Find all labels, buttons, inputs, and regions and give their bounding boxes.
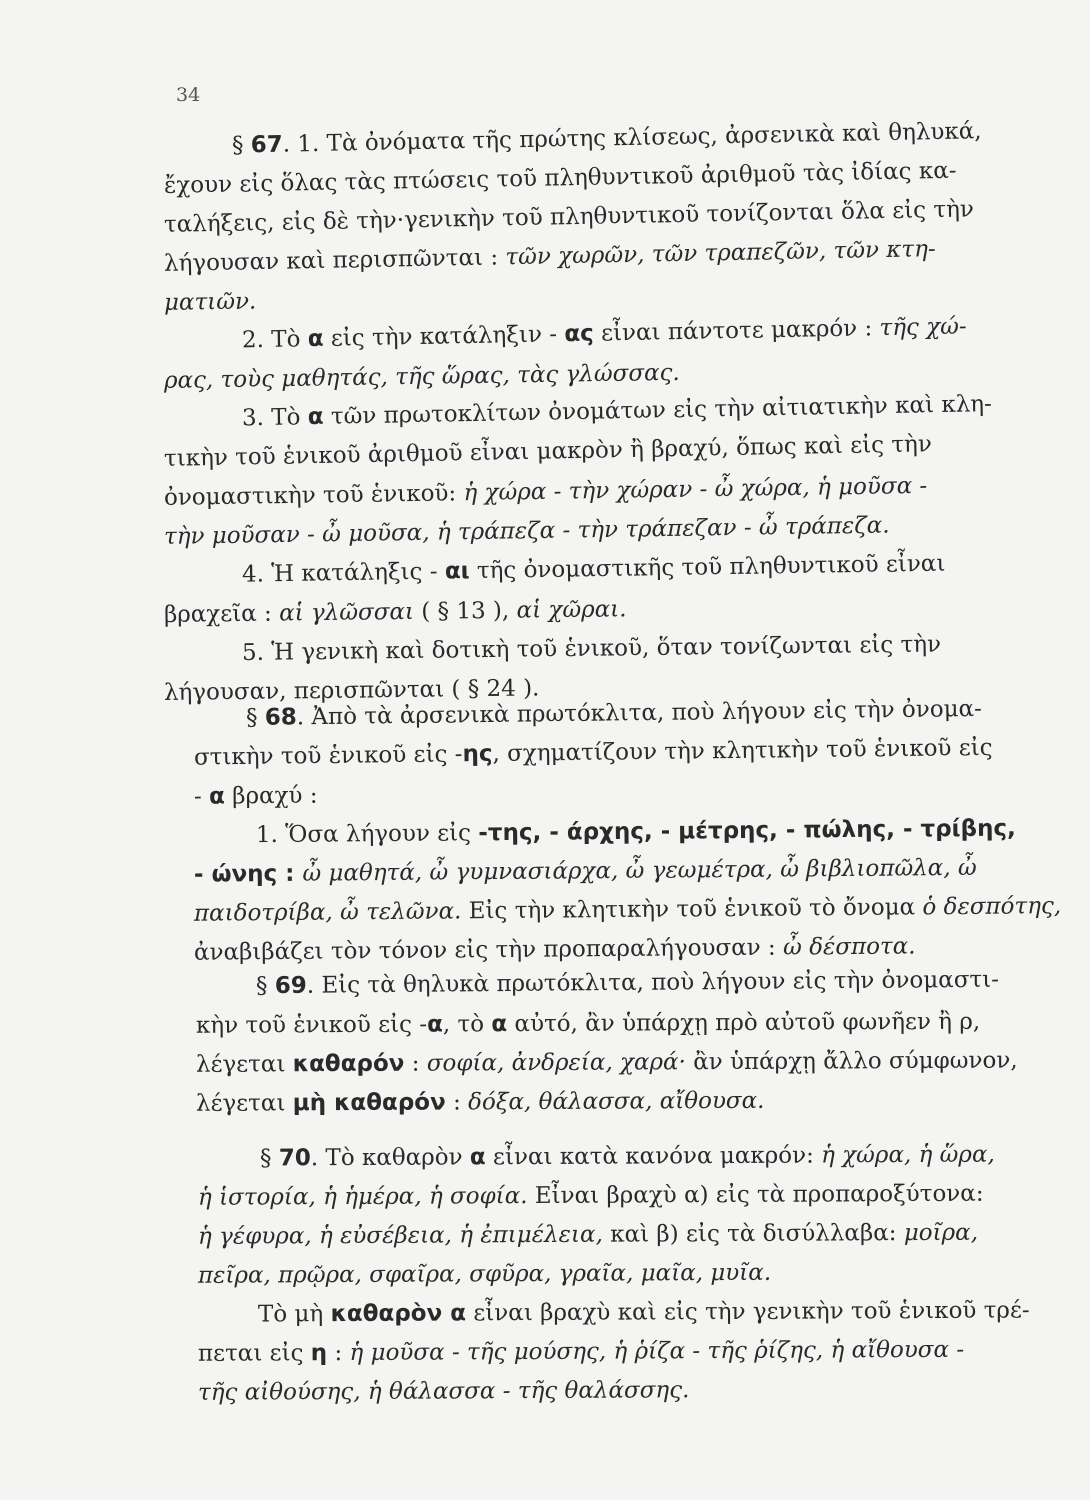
- text-line: 2. Τὸ α εἰς τὴν κατάληξιν - ας εἶναι πάντοτε μακρόν : τῆς χώ-: [241, 313, 967, 354]
- section-number: 70: [278, 1145, 311, 1172]
- text-line: στικὴν τοῦ ἑνικοῦ εἰς -ης, σχηματίζουν τὴν κλητικὴν τοῦ ἑνικοῦ εἰς: [193, 734, 993, 771]
- text-line: ὀνομαστικὴν τοῦ ἑνικοῦ: ἡ χώρα - τὴν χώραν - ὦ χώρα, ἡ μοῦσα -: [163, 472, 928, 511]
- text-line: τικὴν τοῦ ἑνικοῦ ἀριθμοῦ εἶναι μακρὸν ἢ βραχύ, ὅπως καὶ εἰς τὴν: [163, 431, 933, 472]
- section-68: [160, 695, 1062, 973]
- text-line: ρας, τοὺς μαθητάς, τῆς ὥρας, τὰς γλώσσας.: [163, 359, 680, 394]
- text-line: 4. Ἡ κατάληξις - αι τῆς ὀνομαστικῆς τοῦ πληθυντικοῦ εἶναι: [241, 550, 946, 588]
- text-line: κὴν τοῦ ἑνικοῦ εἰς -α, τὸ α αὐτό, ἂν ὑπάρχῃ πρὸ αὐτοῦ φωνῆεν ἢ ρ,: [195, 1008, 981, 1039]
- text-line: τῆς αἰθούσης, ἡ θάλασσα - τῆς θαλάσσης.: [197, 1377, 690, 1406]
- text-line: § 70. Τὸ καθαρὸν α εἶναι κατὰ κανόνα μακρόν: ἡ χώρα, ἡ ὥρα,: [259, 1141, 995, 1172]
- text-line: § 67. 1. Τὰ ὀνόματα τῆς πρώτης κλίσεως, ἀρσενικὰ καὶ θηλυκά,: [231, 118, 982, 159]
- text-line: βραχεῖα : αἱ γλῶσσαι ( § 13 ), αἱ χῶραι.: [163, 596, 627, 628]
- text-line: 5. Ἡ γενικὴ καὶ δοτικὴ τοῦ ἑνικοῦ, ὅταν τονίζωνται εἰς τὴν: [241, 631, 942, 666]
- text-line: παιδοτρίβα, ὦ τελῶνα. Εἰς τὴν κλητικὴν τοῦ ἑνικοῦ τὸ ὄνομα ὁ δεσπότης,: [193, 893, 1062, 927]
- text-line: ταλήξεις, εἰς δὲ τὴν·γενικὴν τοῦ πληθυντικοῦ τονίζονται ὅλα εἰς τὴν: [163, 196, 975, 238]
- text-line: ἡ γέφυρα, ἡ εὐσέβεια, ἡ ἐπιμέλεια, καὶ β) εἰς τὰ δισύλλαβα: μοῖρα,: [197, 1219, 979, 1250]
- section-number: 67: [250, 131, 284, 159]
- text-line: λήγουσαν καὶ περισπῶνται : τῶν χωρῶν, τῶν τραπεζῶν, τῶν κτη-: [163, 236, 936, 277]
- page-number: 34: [176, 84, 201, 106]
- section-69: [160, 968, 1030, 1124]
- text-line: τὴν μοῦσαν - ὦ μοῦσα, ἡ τράπεζα - τὴν τράπεζαν - ὦ τράπεζα.: [163, 512, 890, 550]
- text-line: § 69. Εἰς τὰ θηλυκὰ πρωτόκλιτα, ποὺ λήγουν εἰς τὴν ὀνομαστι-: [255, 966, 1000, 1000]
- text-line: ἀναβιβάζει τὸν τόνον εἰς τὴν προπαραλήγουσαν : ὦ δέσποτα.: [193, 933, 916, 966]
- text-line: 3. Τὸ α τῶν πρωτοκλίτων ὀνομάτων εἰς τὴν αἰτιατικὴν καὶ κλη-: [241, 391, 993, 432]
- section-number: 69: [274, 972, 307, 999]
- text-line: - α βραχύ :: [193, 782, 318, 810]
- text-line: 1. Ὅσα λήγουν εἰς -της, - άρχης, - μέτρης, - πώλης, - τρίβης,: [255, 815, 1016, 849]
- section-number: 68: [264, 704, 297, 731]
- text-line: λέγεται μὴ καθαρόν : δόξα, θάλασσα, αἴθουσα.: [195, 1087, 765, 1117]
- text-line: § 68. Ἀπὸ τὰ ἀρσενικὰ πρωτόκλιτα, ποὺ λήγουν εἰς τὴν ὀνομα-: [245, 695, 983, 731]
- text-line: λήγουσαν, περισπῶνται ( § 24 ).: [163, 675, 540, 706]
- text-line: λέγεται καθαρόν : σοφία, ἀνδρεία, χαρά· ἂν ὑπάρχῃ ἄλλο σύμφωνον,: [195, 1047, 1018, 1078]
- text-line: ματιῶν.: [163, 288, 257, 316]
- section-70: [160, 1140, 1030, 1413]
- text-line: πεῖρα, πρῷρα, σφαῖρα, σφῦρα, γραῖα, μαῖα, μυῖα.: [197, 1259, 772, 1289]
- text-line: ἔχουν εἰς ὅλας τὰς πτώσεις τοῦ πληθυντικοῦ ἀριθμοῦ τὰς ἰδίας κα-: [163, 157, 957, 199]
- section-67: [160, 118, 1030, 713]
- text-line: - ώνης : ὦ μαθητά, ὦ γυμνασιάρχα, ὦ γεωμέτρα, ὦ βιβλιοπῶλα, ὦ: [193, 854, 977, 888]
- text-line: ἡ ἱστορία, ἡ ἡμέρα, ἡ σοφία. Εἶναι βραχὺ α) εἰς τὰ προπαροξύτονα:: [197, 1180, 984, 1211]
- text-line: Τὸ μὴ καθαρὸν α εἶναι βραχὺ καὶ εἰς τὴν γενικὴν τοῦ ἑνικοῦ τρέ-: [257, 1297, 1030, 1328]
- text-line: πεται εἰς η : ἡ μοῦσα - τῆς μούσης, ἡ ῥίζα - τῆς ῥίζης, ἡ αἴθουσα -: [197, 1336, 965, 1367]
